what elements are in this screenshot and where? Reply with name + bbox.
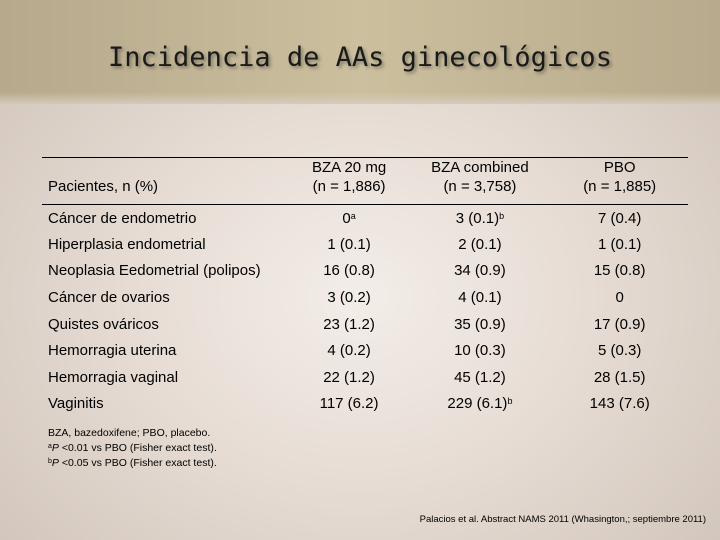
footnote-a-p: P — [51, 442, 59, 454]
cell-bza-combined: 2 (0.1) — [458, 235, 502, 253]
footnote-b — [48, 456, 217, 471]
cell-bza20: 23 (1.2) — [323, 315, 375, 333]
cell-pbo: 17 (0.9) — [593, 315, 646, 333]
table-row — [42, 337, 688, 364]
cell-pbo: 28 (1.5) — [593, 368, 646, 386]
table-row — [42, 364, 688, 391]
cell-bza-combined: 10 (0.3) — [454, 342, 506, 360]
header-bza20-n: (n = 1,886) — [312, 178, 386, 195]
cell-pbo: 15 (0.8) — [593, 262, 646, 280]
row-label: Vaginitis — [48, 395, 104, 413]
cell-bza-combined: 45 (1.2) — [454, 368, 506, 386]
table-row — [42, 311, 688, 338]
cell-bza20 — [290, 205, 409, 232]
header-pbo — [551, 158, 688, 205]
cell-bza-combined — [409, 391, 552, 418]
cell-superscript: b — [507, 396, 513, 407]
cell-superscript: b — [499, 210, 505, 221]
cell-pbo: 143 (7.6) — [589, 395, 650, 413]
header-bza20 — [290, 158, 409, 205]
table-row — [42, 258, 688, 285]
banner-shade — [0, 92, 720, 104]
row-label: Hemorragia uterina — [48, 342, 177, 360]
cell-superscript: a — [350, 210, 356, 221]
row-label: Cáncer de endometrio — [48, 209, 197, 227]
row-label: Hiperplasia endometrial — [48, 235, 206, 253]
header-bza20-name: BZA 20 mg — [311, 159, 387, 176]
footnote-a-marker: a — [48, 443, 52, 450]
header-patients-label: Pacientes, n (%) — [48, 178, 159, 195]
cell-value: 229 (6.1) — [447, 395, 508, 413]
header-bza-combined-n: (n = 3,758) — [443, 178, 517, 195]
cell-pbo: 5 (0.3) — [598, 342, 642, 360]
footnote-b-text: <0.05 vs PBO (Fisher exact test). — [58, 457, 217, 469]
footnote-a-text: <0.01 vs PBO (Fisher exact test). — [58, 442, 217, 454]
footnote-a — [48, 441, 217, 456]
table-row — [42, 231, 688, 258]
cell-pbo: 7 (0.4) — [598, 209, 642, 227]
cell-pbo: 0 — [615, 289, 624, 307]
row-label: Cáncer de ovarios — [48, 289, 170, 307]
cell-bza20: 4 (0.2) — [327, 342, 371, 360]
cell-bza20: 16 (0.8) — [323, 262, 375, 280]
cell-bza20: 1 (0.1) — [327, 235, 371, 253]
row-label: Hemorragia vaginal — [48, 368, 179, 386]
footnotes — [48, 426, 217, 471]
cell-bza-combined: 34 (0.9) — [454, 262, 506, 280]
cell-bza-combined — [409, 205, 552, 232]
header-row — [42, 158, 688, 205]
header-pbo-name: PBO — [603, 159, 636, 176]
cell-bza20: 117 (6.2) — [319, 395, 379, 413]
header-pbo-n: (n = 1,885) — [583, 178, 657, 195]
table-row — [42, 205, 688, 232]
cell-value: 0 — [342, 209, 351, 227]
row-label: Quistes ováricos — [48, 315, 159, 333]
table-row — [42, 391, 688, 418]
cell-pbo: 1 (0.1) — [598, 235, 642, 253]
footnote-b-marker: b — [48, 458, 52, 465]
cell-bza-combined: 35 (0.9) — [454, 315, 506, 333]
citation: Palacios et al. Abstract NAMS 2011 (Whasington,; septiembre 2011) — [419, 514, 706, 525]
table-body — [42, 205, 688, 418]
row-label: Neoplasia Eedometrial (polipos) — [48, 262, 261, 280]
slide-title: Incidencia de AAs ginecológicos — [108, 42, 612, 73]
table-row — [42, 284, 688, 311]
header-bza-combined — [409, 158, 552, 205]
table-header — [42, 158, 688, 205]
footnote-abbreviations: BZA, bazedoxifene; PBO, placebo. — [48, 427, 211, 439]
footnote-b-p: P — [51, 457, 59, 469]
cell-bza-combined: 4 (0.1) — [458, 289, 502, 307]
cell-bza20: 22 (1.2) — [323, 368, 375, 386]
header-bza-combined-name: BZA combined — [431, 159, 529, 176]
cell-bza20: 3 (0.2) — [327, 289, 371, 307]
cell-value: 3 (0.1) — [455, 209, 500, 227]
adverse-events-table — [42, 157, 688, 417]
